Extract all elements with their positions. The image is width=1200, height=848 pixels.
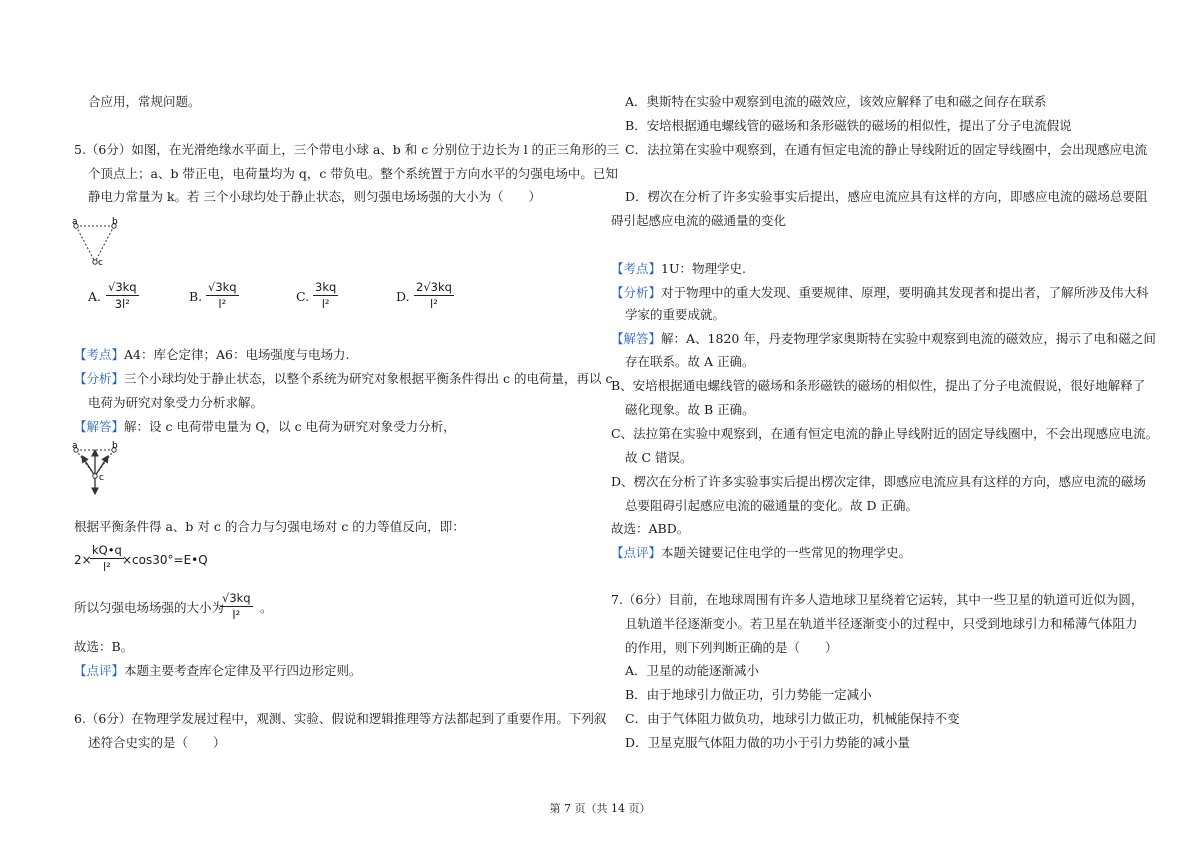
q6-dianping bbox=[611, 543, 911, 563]
r-dianping-text: 本题关键要记住电学的一些常见的物理学史。 bbox=[661, 545, 912, 560]
result-suffix: 。 bbox=[260, 600, 273, 615]
eq-den: l² bbox=[102, 560, 111, 574]
balance-text: 根据平衡条件得 a、b 对 c 的合力与匀强电场对 c 的力等值反向，即： bbox=[74, 519, 465, 534]
q6-option-d-line1: D．楞次在分析了许多实验事实后提出，感应电流应具有这样的方向，即感应电流的磁场总要阻 bbox=[625, 189, 1148, 204]
force-label-c: c bbox=[99, 473, 104, 483]
q6-jieda bbox=[611, 329, 1156, 349]
q6-fenxi bbox=[611, 283, 1149, 303]
q5-option-d-frac bbox=[414, 280, 454, 311]
q5-option-c-frac bbox=[313, 280, 338, 311]
q5-triangle-figure bbox=[72, 214, 126, 270]
page-footer: 第 7 页（共 14 页） bbox=[549, 802, 651, 815]
q6-c-line2: 故 C 错误。 bbox=[625, 450, 693, 465]
r-kaodian-text: 1U：物理学史. bbox=[661, 261, 746, 276]
jieda-text: 解：设 c 电荷带电量为 Q，以 c 电荷为研究对象受力分析， bbox=[124, 419, 456, 434]
q7-line3: 的作用，则下列判断正确的是（ ） bbox=[625, 640, 838, 655]
q5-option-c-letter: C. bbox=[296, 289, 310, 304]
q5-option-a-frac bbox=[106, 280, 139, 311]
intro-end: 合应用，常规问题。 bbox=[88, 94, 201, 109]
q5-option-a-num: √3kq bbox=[108, 280, 137, 294]
q5-option-a-den: 3l² bbox=[114, 297, 130, 311]
eq-num: kQ•q bbox=[92, 543, 122, 557]
eq-frac bbox=[90, 543, 124, 574]
eq-suffix: ×cos30°=E•Q bbox=[122, 553, 208, 567]
fenxi-line1: 三个小球均处于静止状态，以整个系统为研究对象根据平衡条件得出 c 的电荷量，再以 c bbox=[124, 371, 613, 386]
q6-b-line1: B、安培根据通电螺线管的磁场和条形磁铁的磁场的相似性，提出了分子电流假说，很好地解释了 bbox=[611, 378, 1146, 393]
result-prefix: 所以匀强电场场强的大小为 bbox=[74, 600, 225, 615]
q6-fenxi-line2: 学家的重要成就。 bbox=[625, 307, 726, 322]
q7-line1: 7.（6分）目前，在地球周围有许多人造地球卫星绕着它运转，其中一些卫星的轨道可近似为圆， bbox=[611, 592, 1144, 607]
q5-option-d-num: 2√3kq bbox=[416, 280, 452, 294]
q5-line3: 静电力常量为 k。若 三个小球均处于静止状态，则匀强电场场强的大小为（ ） bbox=[88, 189, 542, 204]
r-kaodian-tag: 【考点】 bbox=[611, 261, 662, 276]
q7-line2: 且轨道半径逐渐变小。若卫星在轨道半径逐渐变小的过程中，只受到地球引力和稀薄气体阻力 bbox=[625, 616, 1138, 631]
ball-c bbox=[93, 260, 97, 264]
q5-answer: 故选：B。 bbox=[74, 639, 134, 654]
fig-edge-ac bbox=[76, 226, 95, 262]
q6-option-c: C．法拉第在实验中观察到，在通有恒定电流的静止导线附近的固定导线圈中，会出现感应电流 bbox=[625, 142, 1148, 157]
result-den: l² bbox=[232, 608, 241, 622]
q5-option-b-den: l² bbox=[218, 297, 227, 311]
kaodian-text: A4：库仑定律；A6：电场强度与电场力. bbox=[124, 347, 350, 362]
r-fenxi-line1: 对于物理中的重大发现、重要规律、原理，要明确其发现者和提出者，了解所涉及伟大科 bbox=[661, 285, 1149, 300]
force-label-b: b bbox=[112, 441, 118, 451]
q5-jieda bbox=[74, 417, 456, 437]
q5-force-diagram bbox=[72, 438, 126, 498]
q5-option-a-letter: A. bbox=[88, 289, 102, 304]
fig-label-c: c bbox=[98, 258, 103, 268]
q7-option-d: D．卫星克服气体阻力做的功小于引力势能的减小量 bbox=[625, 735, 911, 750]
fig-label-b: b bbox=[112, 217, 118, 227]
r-jieda-line1: 解：A、1820 年，丹麦物理学家奥斯特在实验中观察到电流的磁效应，揭示了电和磁之间 bbox=[661, 331, 1156, 346]
q5-option-b-letter: B. bbox=[189, 289, 203, 304]
result-frac bbox=[220, 591, 253, 622]
q5-fenxi bbox=[74, 369, 612, 389]
q6-option-d-line2: 碍引起感应电流的磁通量的变化 bbox=[611, 213, 787, 228]
force-arrow-to-a bbox=[82, 456, 95, 476]
kaodian-tag: 【考点】 bbox=[74, 347, 125, 362]
q6-b-line2: 磁化现象。故 B 正确。 bbox=[625, 402, 755, 417]
q5-line2: 个顶点上；a、b 带正电，电荷量均为 q，c 带负电。整个系统置于方向水平的匀强电场中。已知 bbox=[88, 166, 618, 181]
q5-option-b-num: √3kq bbox=[208, 280, 237, 294]
result-num: √3kq bbox=[222, 591, 251, 605]
q7-option-b: B．由于地球引力做正功，引力势能一定减小 bbox=[625, 687, 872, 702]
q6-line1: 6.（6分）在物理学发展过程中，观测、实验、假说和逻辑推理等方法都起到了重要作用。下列叙 bbox=[74, 711, 607, 726]
q5-option-b-frac bbox=[206, 280, 239, 311]
q5-option-d-den: l² bbox=[430, 297, 438, 311]
q5-option-d-letter: D. bbox=[396, 289, 410, 304]
q6-option-b: B．安培根据通电螺线管的磁场和条形磁铁的磁场的相似性，提出了分子电流假说 bbox=[625, 118, 1072, 133]
q6-c-line1: C、法拉第在实验中观察到，在通有恒定电流的静止导线附近的固定导线圈中，不会出现感应电流。 bbox=[611, 426, 1159, 441]
q7-option-c: C．由于气体阻力做负功，地球引力做正功，机械能保持不变 bbox=[625, 711, 960, 726]
fig-label-a: a bbox=[72, 217, 78, 227]
q5-option-c-num: 3kq bbox=[315, 280, 337, 294]
q6-kaodian bbox=[611, 259, 746, 279]
q5-dianping bbox=[74, 661, 362, 681]
fenxi-tag: 【分析】 bbox=[74, 371, 125, 386]
jieda-tag: 【解答】 bbox=[74, 419, 125, 434]
force-label-a: a bbox=[72, 441, 78, 451]
q6-line2: 述符合史实的是（ ） bbox=[88, 735, 226, 750]
q5-line1: 5.（6分）如图，在光滑绝缘水平面上，三个带电小球 a、b 和 c 分别位于边长为 l 的正三角形的三 bbox=[74, 142, 620, 157]
r-jieda-tag: 【解答】 bbox=[611, 331, 662, 346]
force-ball-c bbox=[93, 474, 97, 478]
q5-option-c-den: l² bbox=[321, 297, 330, 311]
r-dianping-tag: 【点评】 bbox=[611, 545, 662, 560]
q6-answer: 故选：ABD。 bbox=[611, 521, 690, 536]
dianping-text: 本题主要考查库仑定律及平行四边形定则。 bbox=[124, 663, 362, 678]
q6-d-line2: 总要阻碍引起感应电流的磁通量的变化。故 D 正确。 bbox=[625, 498, 918, 513]
q6-jieda-line2: 存在联系。故 A 正确。 bbox=[625, 354, 755, 369]
r-fenxi-tag: 【分析】 bbox=[611, 285, 662, 300]
eq-prefix: 2× bbox=[74, 553, 92, 567]
q6-option-a: A．奥斯特在实验中观察到电流的磁效应，该效应解释了电和磁之间存在联系 bbox=[625, 94, 1047, 109]
fig-edge-bc bbox=[95, 226, 114, 262]
q5-fenxi-line2: 电荷为研究对象受力分析求解。 bbox=[88, 395, 264, 410]
q5-kaodian bbox=[74, 345, 349, 365]
dianping-tag: 【点评】 bbox=[74, 663, 125, 678]
q6-d-line1: D、楞次在分析了许多实验事实后提出楞次定律，即感应电流应具有这样的方向，感应电流的磁场 bbox=[611, 474, 1147, 489]
q7-option-a: A．卫星的动能逐渐减小 bbox=[625, 663, 760, 678]
